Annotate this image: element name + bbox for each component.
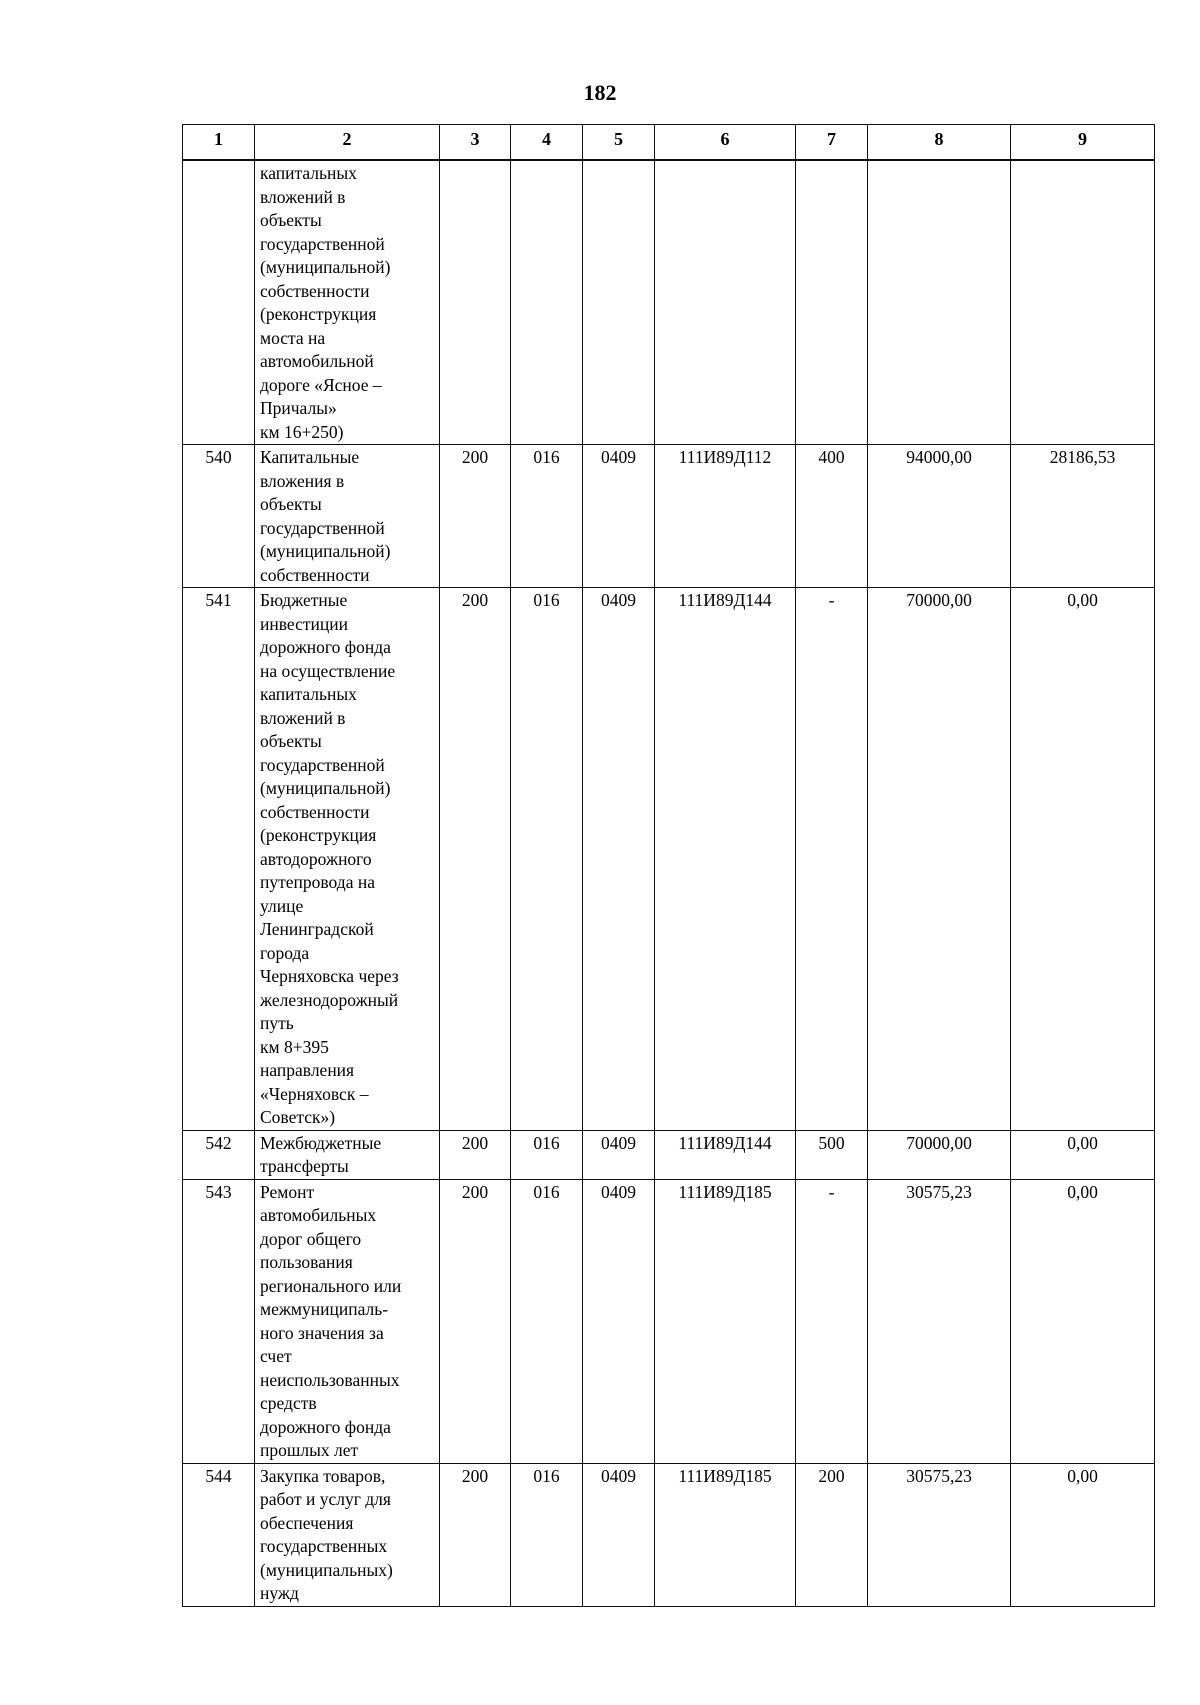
column-header-4: 4 xyxy=(511,125,583,161)
table-row xyxy=(183,588,1155,1131)
cell-col-3: 200 xyxy=(440,1463,511,1606)
cell-col-9: 0,00 xyxy=(1011,1463,1155,1606)
table-row xyxy=(183,1179,1155,1463)
table-row xyxy=(183,445,1155,588)
budget-table xyxy=(182,124,1155,1607)
cell-col-3: 200 xyxy=(440,1130,511,1179)
cell-col-6: 111И89Д185 xyxy=(655,1179,796,1463)
cell-col-5 xyxy=(583,160,655,445)
row-name: Межбюджетные трансферты xyxy=(255,1130,440,1179)
cell-col-4 xyxy=(511,160,583,445)
row-number: 541 xyxy=(183,588,255,1131)
cell-col-5: 0409 xyxy=(583,588,655,1131)
cell-col-9: 28186,53 xyxy=(1011,445,1155,588)
row-number: 540 xyxy=(183,445,255,588)
row-number xyxy=(183,160,255,445)
cell-col-4: 016 xyxy=(511,1179,583,1463)
cell-col-6: 111И89Д112 xyxy=(655,445,796,588)
column-header-1: 1 xyxy=(183,125,255,161)
cell-col-9: 0,00 xyxy=(1011,1130,1155,1179)
cell-col-3 xyxy=(440,160,511,445)
cell-col-4: 016 xyxy=(511,588,583,1131)
column-header-7: 7 xyxy=(796,125,868,161)
cell-col-5: 0409 xyxy=(583,1463,655,1606)
row-number: 542 xyxy=(183,1130,255,1179)
table-row xyxy=(183,1130,1155,1179)
cell-col-8: 94000,00 xyxy=(868,445,1011,588)
row-name: Ремонт автомобильных дорог общего пользования регионального или межмуниципаль- ного значения за счет неиспользованных средств дорожного фонда прошлых лет xyxy=(255,1179,440,1463)
cell-col-8 xyxy=(868,160,1011,445)
column-header-3: 3 xyxy=(440,125,511,161)
cell-col-5: 0409 xyxy=(583,1130,655,1179)
cell-col-4: 016 xyxy=(511,1463,583,1606)
page-number: 182 xyxy=(583,80,617,105)
row-name: Бюджетные инвестиции дорожного фонда на осуществление капитальных вложений в объекты государственной (муниципальной) собственности (реконструкция автодорожного путепровода на улице Ленинградской города Черняховска через железнодорожный путь км 8+395 направления «Черняховск – Советск») xyxy=(255,588,440,1131)
row-number: 543 xyxy=(183,1179,255,1463)
cell-col-7: 400 xyxy=(796,445,868,588)
row-name: Закупка товаров, работ и услуг для обеспечения государственных (муниципальных) нужд xyxy=(255,1463,440,1606)
cell-col-6 xyxy=(655,160,796,445)
cell-col-6: 111И89Д144 xyxy=(655,588,796,1131)
cell-col-6: 111И89Д144 xyxy=(655,1130,796,1179)
column-header-8: 8 xyxy=(868,125,1011,161)
cell-col-8: 30575,23 xyxy=(868,1179,1011,1463)
cell-col-9: 0,00 xyxy=(1011,588,1155,1131)
cell-col-7: - xyxy=(796,1179,868,1463)
cell-col-3: 200 xyxy=(440,445,511,588)
cell-col-9: 0,00 xyxy=(1011,1179,1155,1463)
column-header-2: 2 xyxy=(255,125,440,161)
table-row xyxy=(183,1463,1155,1606)
cell-col-7: 500 xyxy=(796,1130,868,1179)
cell-col-4: 016 xyxy=(511,445,583,588)
cell-col-6: 111И89Д185 xyxy=(655,1463,796,1606)
cell-col-7: - xyxy=(796,588,868,1131)
cell-col-7 xyxy=(796,160,868,445)
table-row xyxy=(183,160,1155,445)
cell-col-3: 200 xyxy=(440,1179,511,1463)
cell-col-4: 016 xyxy=(511,1130,583,1179)
cell-col-8: 30575,23 xyxy=(868,1463,1011,1606)
cell-col-7: 200 xyxy=(796,1463,868,1606)
cell-col-5: 0409 xyxy=(583,445,655,588)
column-header-6: 6 xyxy=(655,125,796,161)
column-header-9: 9 xyxy=(1011,125,1155,161)
row-name: капитальных вложений в объекты государственной (муниципальной) собственности (реконструкция моста на автомобильной дороге «Ясное – Причалы» км 16+250) xyxy=(255,160,440,445)
column-header-5: 5 xyxy=(583,125,655,161)
cell-col-8: 70000,00 xyxy=(868,1130,1011,1179)
cell-col-3: 200 xyxy=(440,588,511,1131)
row-number: 544 xyxy=(183,1463,255,1606)
header-row xyxy=(183,125,1155,161)
row-name: Капитальные вложения в объекты государственной (муниципальной) собственности xyxy=(255,445,440,588)
cell-col-9 xyxy=(1011,160,1155,445)
cell-col-8: 70000,00 xyxy=(868,588,1011,1131)
cell-col-5: 0409 xyxy=(583,1179,655,1463)
